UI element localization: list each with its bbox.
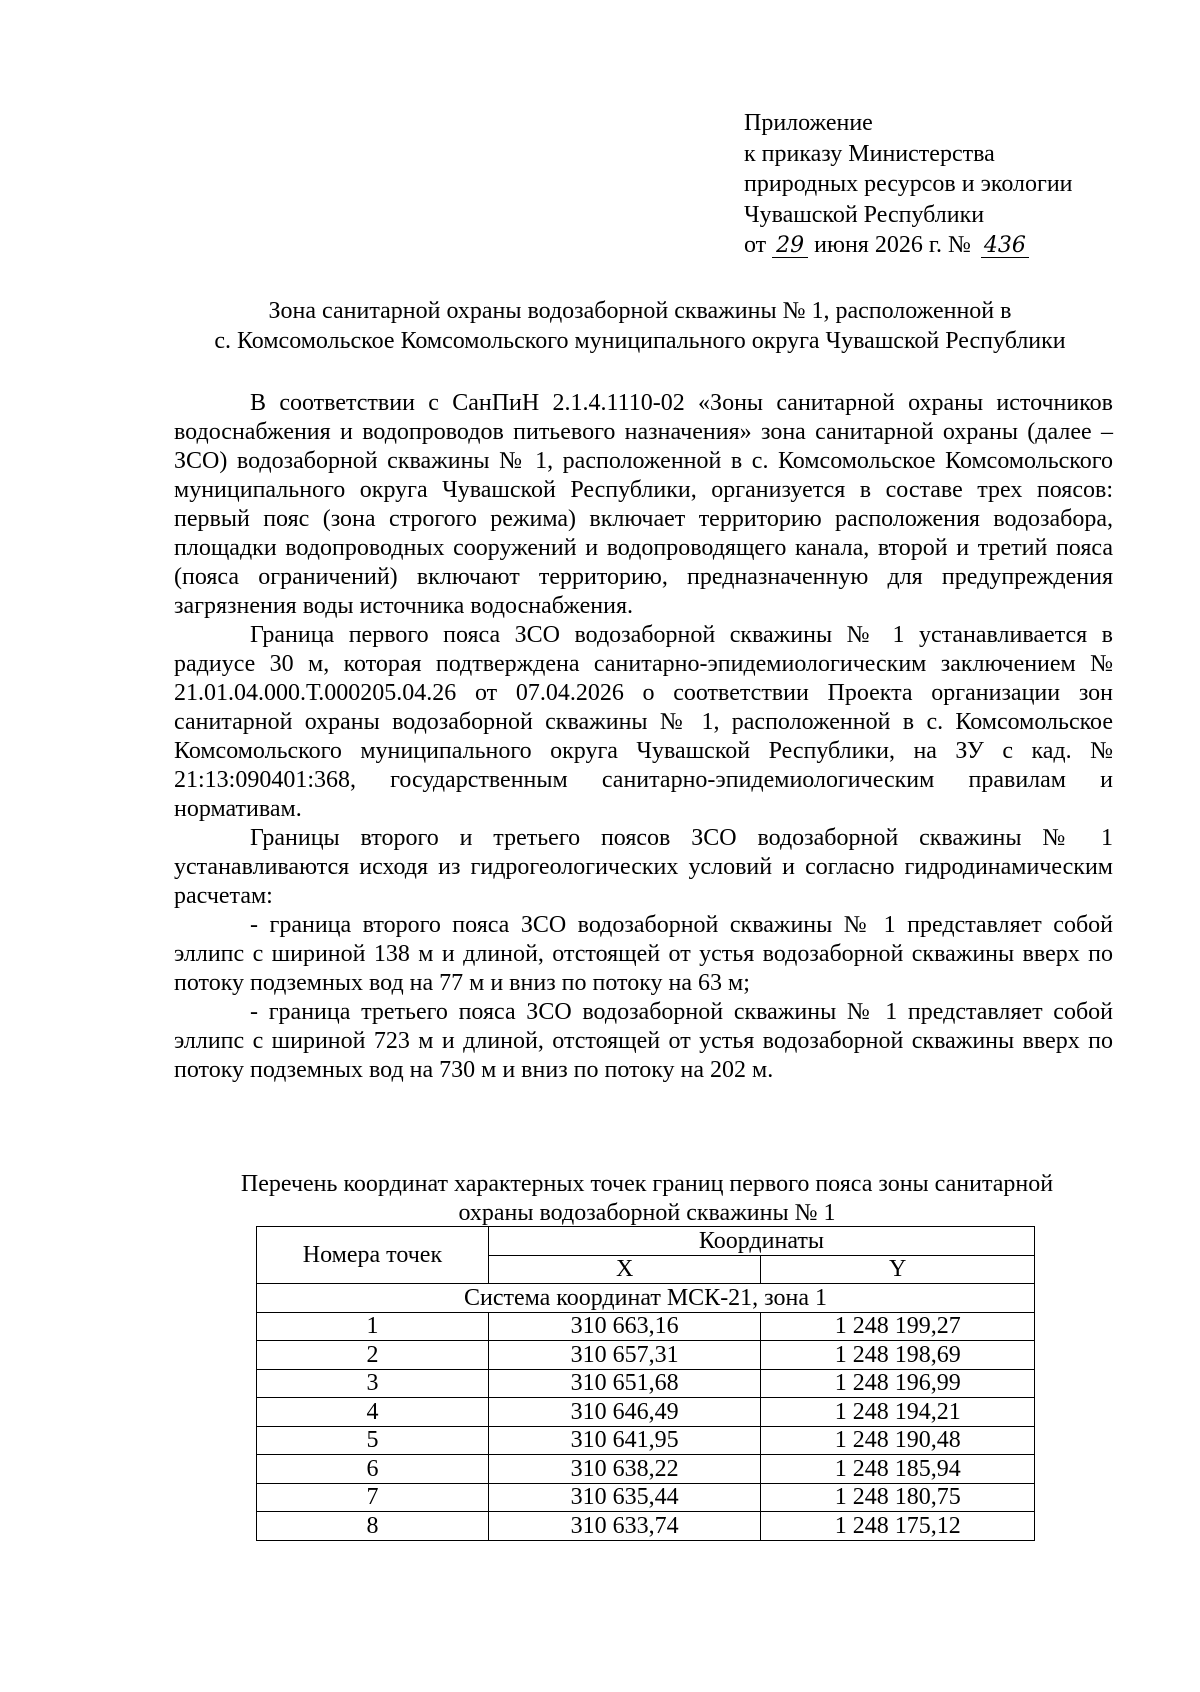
coordinate-system: Система координат МСК-21, зона 1: [257, 1284, 1035, 1313]
paragraph: - граница третьего пояса ЗСО водозаборной скважины № 1 представляет собой эллипс с шириной 723 м и длиной, отстоящей от устья водозаборной скважины вверх по потоку подземных вод на 730 м и вниз по потоку на 202 м.: [174, 999, 1113, 1083]
table-row: [257, 1312, 1035, 1341]
table-row: [257, 1426, 1035, 1455]
paragraph: - граница второго пояса ЗСО водозаборной скважины № 1 представляет собой эллипс с шириной 138 м и длиной, отстоящей от устья водозаборной скважины вверх по потоку подземных вод на 77 м и вниз по потоку на 63 м;: [174, 912, 1113, 996]
point-number: 4: [257, 1398, 489, 1427]
header-point-numbers: Номера точек: [257, 1227, 489, 1284]
point-number: 5: [257, 1426, 489, 1455]
annex-header: [744, 108, 1073, 261]
title-line: с. Комсомольское Комсомольского муниципального округа Чувашской Республики: [214, 328, 1066, 354]
point-number: 6: [257, 1455, 489, 1484]
table-row: [257, 1398, 1035, 1427]
caption-line: охраны водозаборной скважины № 1: [458, 1200, 836, 1226]
table-system-row: [257, 1284, 1035, 1313]
coord-x: 310 646,49: [488, 1398, 761, 1427]
table-row: [257, 1369, 1035, 1398]
header-x: X: [488, 1255, 761, 1284]
coord-y: 1 248 185,94: [761, 1455, 1035, 1484]
handwritten-order-number: 436: [981, 235, 1029, 258]
coord-x: 310 638,22: [488, 1455, 761, 1484]
annex-line: Чувашской Республики: [744, 201, 985, 228]
coordinates-table: [256, 1226, 1035, 1541]
annex-line: к приказу Министерства: [744, 140, 995, 167]
point-number: 2: [257, 1341, 489, 1370]
table-row: [257, 1455, 1035, 1484]
coord-x: 310 651,68: [488, 1369, 761, 1398]
table-row: [257, 1483, 1035, 1512]
coord-y: 1 248 194,21: [761, 1398, 1035, 1427]
date-prefix: от: [744, 232, 767, 258]
title-line: Зона санитарной охраны водозаборной скважины № 1, расположенной в: [268, 298, 1012, 324]
annex-line: Приложение: [744, 110, 873, 136]
document-body: [174, 389, 1113, 1085]
coord-x: 310 657,31: [488, 1341, 761, 1370]
coord-y: 1 248 198,69: [761, 1341, 1035, 1370]
coord-x: 310 633,74: [488, 1512, 761, 1541]
date-middle: июня 2026 г. №: [814, 232, 971, 258]
coord-y: 1 248 196,99: [761, 1369, 1035, 1398]
annex-line: природных ресурсов и экологии: [744, 171, 1073, 197]
annex-date-line: [744, 230, 1073, 261]
paragraph: В соответствии с СанПиН 2.1.4.1110-02 «Зоны санитарной охраны источников водоснабжения и водопроводов питьевого назначения» зона санитарной охраны (далее – ЗСО) водозаборной скважины № 1, расположенной в с. Комсомольское Комсомольского муниципального округа Чувашской Республики, организуется в составе трех поясов: первый пояс (зона строгого режима) включает территорию расположения водозабора, площадки водопроводных сооружений и водопроводящего канала, второй и третий пояса (пояса ограничений) включают территорию, предназначенную для предупреждения загрязнения воды источника водоснабжения.: [174, 390, 1113, 619]
header-y: Y: [761, 1255, 1035, 1284]
coord-x: 310 635,44: [488, 1483, 761, 1512]
coord-y: 1 248 175,12: [761, 1512, 1035, 1541]
paragraph: Границы второго и третьего поясов ЗСО водозаборной скважины № 1 устанавливаются исходя из гидрогеологических условий и согласно гидродинамическим расчетам:: [174, 825, 1113, 909]
coord-y: 1 248 190,48: [761, 1426, 1035, 1455]
point-number: 3: [257, 1369, 489, 1398]
handwritten-day: 29: [772, 235, 808, 258]
paragraph: Граница первого пояса ЗСО водозаборной скважины № 1 устанавливается в радиусе 30 м, которая подтверждена санитарно-эпидемиологическим заключением № 21.01.04.000.Т.000205.04.26 от 07.04.2026 о соответствии Проекта организации зон санитарной охраны водозаборной скважины № 1, расположенной в с. Комсомольское Комсомольского муниципального округа Чувашской Республики, на ЗУ с кад. № 21:13:090401:368, государственным санитарно-эпидемиологическим правилам и нормативам.: [174, 622, 1113, 822]
point-number: 1: [257, 1312, 489, 1341]
table-caption: [174, 1170, 1120, 1228]
table-header-row: [257, 1227, 1035, 1256]
coord-x: 310 663,16: [488, 1312, 761, 1341]
coord-x: 310 641,95: [488, 1426, 761, 1455]
point-number: 8: [257, 1512, 489, 1541]
point-number: 7: [257, 1483, 489, 1512]
coord-y: 1 248 199,27: [761, 1312, 1035, 1341]
coord-y: 1 248 180,75: [761, 1483, 1035, 1512]
table-row: [257, 1341, 1035, 1370]
header-coordinates: Координаты: [488, 1227, 1034, 1256]
caption-line: Перечень координат характерных точек границ первого пояса зоны санитарной: [240, 1171, 1054, 1197]
document-title: [160, 296, 1120, 356]
table-row: [257, 1512, 1035, 1541]
